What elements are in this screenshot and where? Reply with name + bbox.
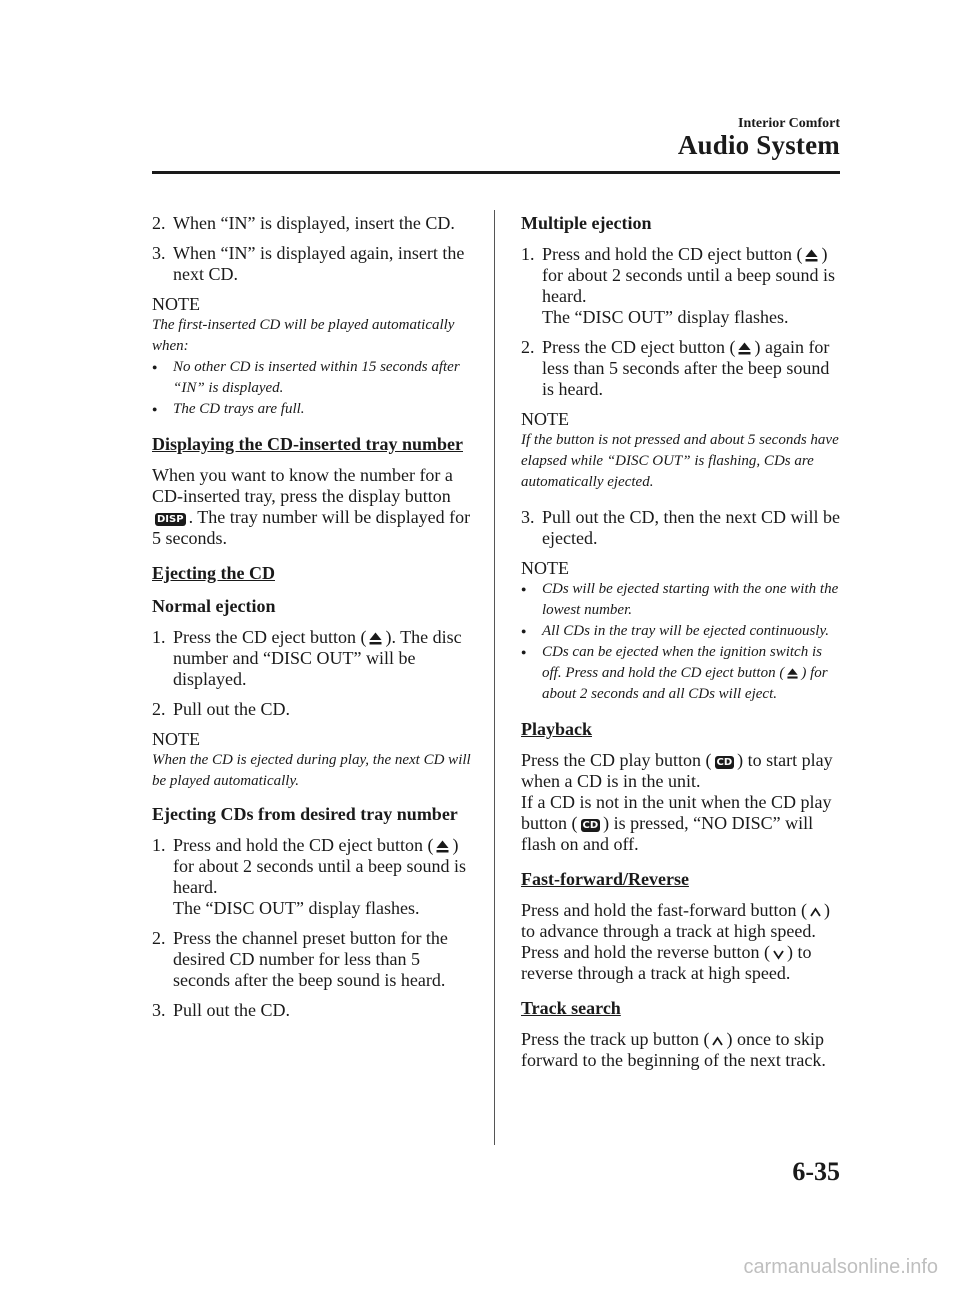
eject-icon [436,840,449,853]
chevron-up-icon [810,907,821,918]
paragraph-display-button: When you want to know the number for a CD-inserted tray, press the display button DISP . The tray number will be displayed for 5 seconds. [152,465,471,548]
normal-step-1: 1. Press the CD eject button ( ). The disc number and “DISC OUT” will be displayed. [152,627,462,689]
note-text: When the CD is ejected during play, the next CD will be played automatically. [152,752,471,789]
eject-icon [787,668,798,679]
disp-button-icon: DISP [157,514,184,525]
header-rule [152,171,840,174]
eject-icon [738,342,751,355]
note-bullet: ● All CDs in the tray will be ejected continuously. [521,621,843,642]
heading-displaying-tray-number: Displaying the CD-inserted tray number [152,434,463,454]
watermark: carmanualsonline.info [743,1256,938,1278]
note-label: NOTE [152,294,200,314]
multi-step-1: 1. Press and hold the CD eject button ( ) for about 2 seconds until a beep sound is heard. The “DISC OUT” display flashes. [521,244,835,327]
desired-step-1: 1. Press and hold the CD eject button ( ) for about 2 seconds until a beep sound is heard. The “DISC OUT” display flashes. [152,835,466,918]
step-3-insert: 3. When “IN” is displayed again, insert the next CD. [152,243,465,284]
note-text: The first-inserted CD will be played automatically when: [152,317,455,354]
right-column [521,213,843,1079]
cd-button-icon: CD [716,757,733,768]
note-bullet: ● CDs will be ejected starting with the one with the lowest number. [521,579,843,621]
subheading-multiple-ejection: Multiple ejection [521,213,652,233]
note-label: NOTE [521,409,569,429]
paragraph-playback: Press the CD play button ( CD ) to start play when a CD is in the unit. If a CD is not in the unit when the CD play button ( CD ) is pressed, “NO DISC” will flash on and off. [521,750,833,854]
note-bullet: ● The CD trays are full. [152,399,474,420]
cd-button-icon: CD [582,820,599,831]
subheading-desired-tray: Ejecting CDs from desired tray number [152,804,458,824]
eject-icon [805,249,818,262]
paragraph-fast-forward: Press and hold the fast-forward button ( ) to advance through a track at high speed. Press and hold the reverse button ( ) to reverse through a track at high speed. [521,900,830,983]
multi-step-2: 2. Press the CD eject button ( ) again for less than 5 seconds after the beep sound is heard. [521,337,830,399]
bullet-icon: ● [521,647,527,657]
desired-step-2: 2. Press the channel preset button for the desired CD number for less than 5 seconds after the beep sound is heard. [152,928,448,990]
note-bullet: ● CDs can be ejected when the ignition switch is off. Press and hold the CD eject button ( ) for about 2 seconds and all CDs will eject. [521,642,843,705]
bullet-icon: ● [521,626,527,636]
paragraph-track-search: Press the track up button ( ) once to skip forward to the beginning of the next track. [521,1029,826,1070]
heading-track-search: Track search [521,998,621,1018]
bullet-icon: ● [152,362,158,372]
column-divider [494,210,495,1145]
heading-fast-forward-reverse: Fast-forward/Reverse [521,869,689,889]
chevron-down-icon [773,949,784,960]
multi-step-3: 3. Pull out the CD, then the next CD will be ejected. [521,507,840,548]
subheading-normal-ejection: Normal ejection [152,596,276,616]
note-bullet: ● No other CD is inserted within 15 seconds after “IN” is displayed. [152,357,474,399]
normal-step-2: 2. Pull out the CD. [152,699,291,719]
bullet-icon: ● [152,404,158,414]
heading-playback: Playback [521,719,593,739]
heading-ejecting-the-cd: Ejecting the CD [152,563,275,583]
section-title: Interior Comfort [738,116,840,131]
note-label: NOTE [521,558,569,578]
chapter-title: Audio System [677,130,840,160]
eject-icon [369,632,382,645]
left-column [152,213,474,1030]
chevron-up-icon [712,1036,723,1047]
note-text: If the button is not pressed and about 5 seconds have elapsed while “DISC OUT” is flashing, CDs are automatically ejected. [521,432,839,490]
note-label: NOTE [152,729,200,749]
bullet-icon: ● [521,584,527,594]
desired-step-3: 3. Pull out the CD. [152,1000,291,1020]
step-2-insert: 2. When “IN” is displayed, insert the CD. [152,213,455,233]
page-number: 6-35 [792,1157,840,1186]
